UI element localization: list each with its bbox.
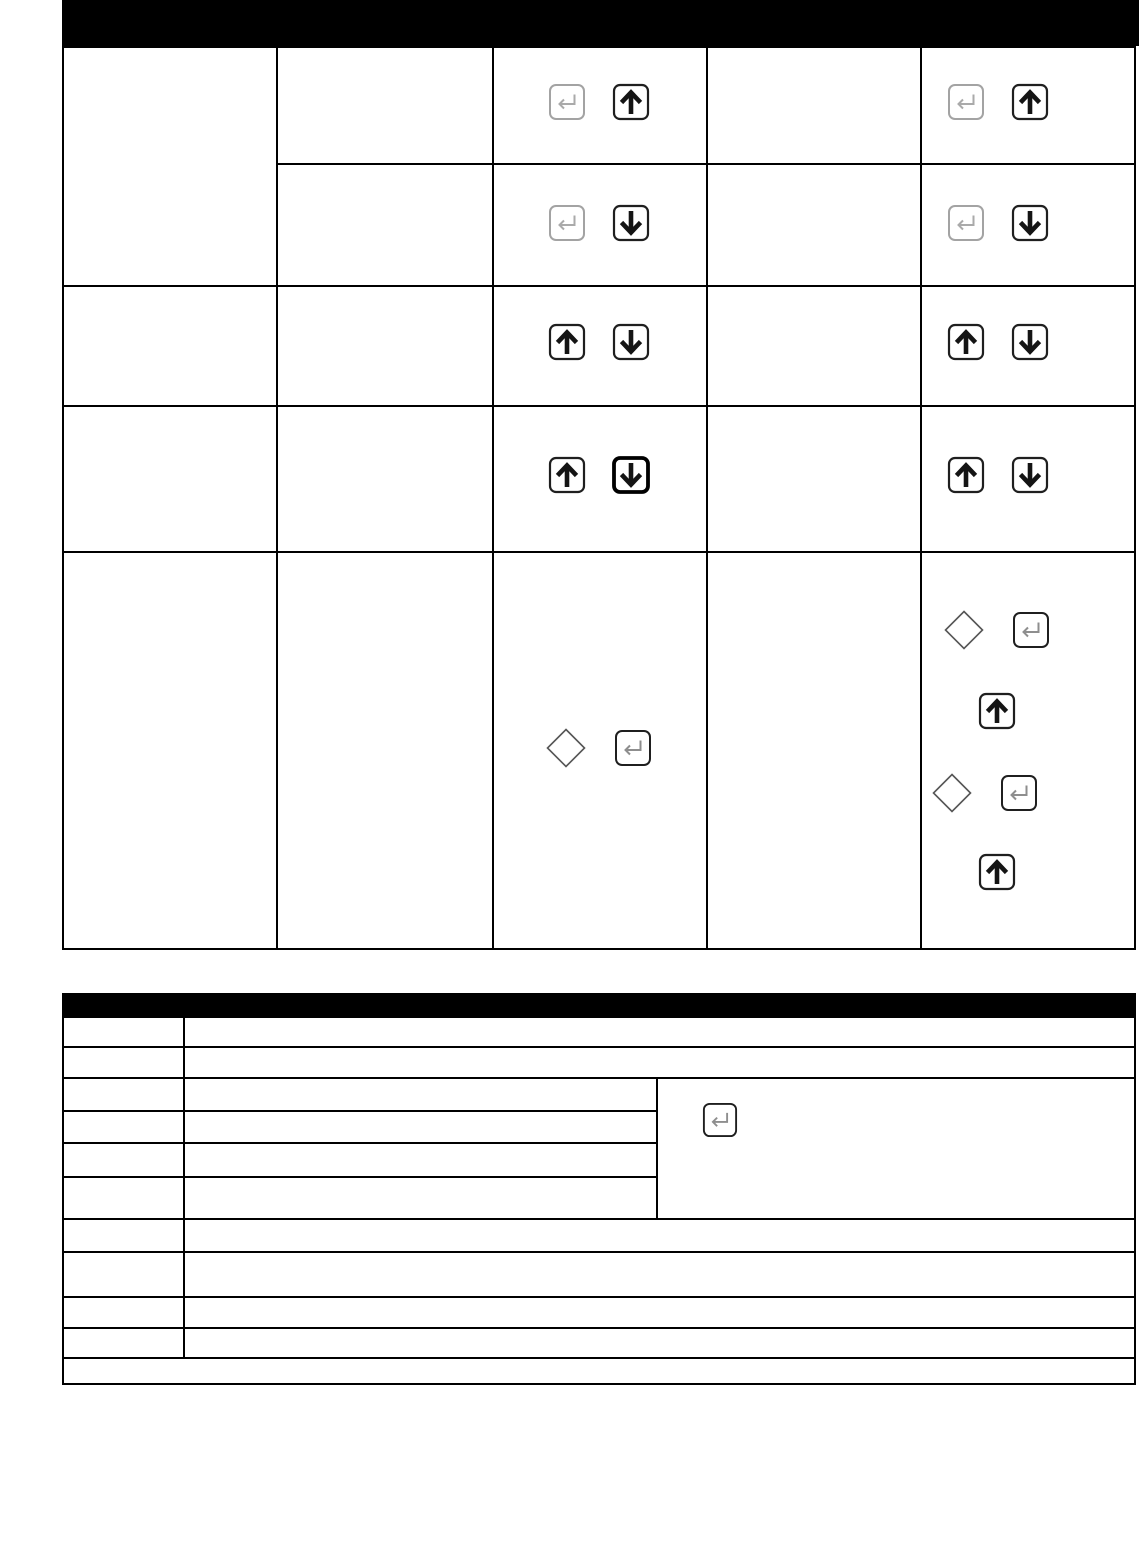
arrow-down-key-icon — [612, 323, 650, 361]
table2-row-divider-10 — [62, 1357, 1136, 1359]
table1-frame — [62, 46, 1136, 950]
enter-key-icon — [947, 83, 985, 121]
arrow-up-key-icon — [978, 692, 1016, 730]
enter-key-icon — [1012, 611, 1050, 649]
keys-up-down-highlight-row4-col3 — [548, 456, 650, 494]
table1-row-divider-1 — [277, 163, 1136, 165]
keys-diamond-enter-row5-col3 — [546, 728, 652, 768]
arrow-up-key-icon — [947, 456, 985, 494]
keys-enter-up-row1-col3 — [548, 83, 650, 121]
table2-frame — [62, 1016, 1136, 1385]
keys-up-down-row3-col5 — [947, 323, 1049, 361]
arrow-up-key-icon — [548, 323, 586, 361]
key-enter-table2-merged-cell — [702, 1102, 738, 1138]
table2-row-divider-6 — [62, 1218, 1136, 1220]
table2-row-divider-7 — [62, 1251, 1136, 1253]
diamond-icon — [932, 773, 972, 813]
enter-key-icon — [548, 204, 586, 242]
table2-row-divider-5 — [62, 1176, 657, 1178]
arrow-up-key-icon — [612, 83, 650, 121]
keys-enter-up-row1-col5 — [947, 83, 1049, 121]
keys-up-down-row3-col3 — [548, 323, 650, 361]
arrow-down-key-icon — [612, 204, 650, 242]
table2-col1-divider — [183, 1016, 185, 1358]
arrow-down-key-icon — [1011, 323, 1049, 361]
arrow-down-key-icon — [1011, 204, 1049, 242]
table1-col-divider-1 — [276, 46, 278, 950]
table2-row-divider-8 — [62, 1296, 1136, 1298]
arrow-up-key-icon — [1011, 83, 1049, 121]
keys-diamond-enter-row5-col5-b — [932, 773, 1038, 813]
key-up-row5-col5-b — [978, 853, 1016, 891]
arrow-up-key-icon — [548, 456, 586, 494]
diamond-icon — [944, 610, 984, 650]
enter-key-icon — [548, 83, 586, 121]
arrow-down-key-icon — [1011, 456, 1049, 494]
enter-key-icon — [614, 729, 652, 767]
keys-enter-down-row2-col5 — [947, 204, 1049, 242]
arrow-down-key-icon — [612, 456, 650, 494]
table1-row-divider-4 — [62, 551, 1136, 553]
keys-enter-down-row2-col3 — [548, 204, 650, 242]
arrow-up-key-icon — [978, 853, 1016, 891]
table2-row-divider-1 — [62, 1046, 1136, 1048]
table1-col-divider-3 — [706, 46, 708, 950]
enter-key-icon — [947, 204, 985, 242]
keys-up-down-row4-col5 — [947, 456, 1049, 494]
enter-key-icon — [1000, 774, 1038, 812]
table2-row-divider-2 — [62, 1077, 1136, 1079]
table2-mid-divider — [656, 1078, 658, 1219]
key-up-row5-col5-a — [978, 692, 1016, 730]
enter-key-icon — [702, 1102, 738, 1138]
table1-col-divider-4 — [920, 46, 922, 950]
table2-header-bar — [62, 993, 1136, 1016]
diamond-icon — [546, 728, 586, 768]
table1-col-divider-2 — [492, 46, 494, 950]
table1-row-divider-2 — [62, 285, 1136, 287]
table2-row-divider-3 — [62, 1110, 657, 1112]
table1-row-divider-3 — [62, 405, 1136, 407]
table1-header-bar — [62, 0, 1139, 46]
table2-row-divider-4 — [62, 1142, 657, 1144]
table2-row-divider-9 — [62, 1327, 1136, 1329]
arrow-up-key-icon — [947, 323, 985, 361]
keys-diamond-enter-row5-col5-a — [944, 610, 1050, 650]
